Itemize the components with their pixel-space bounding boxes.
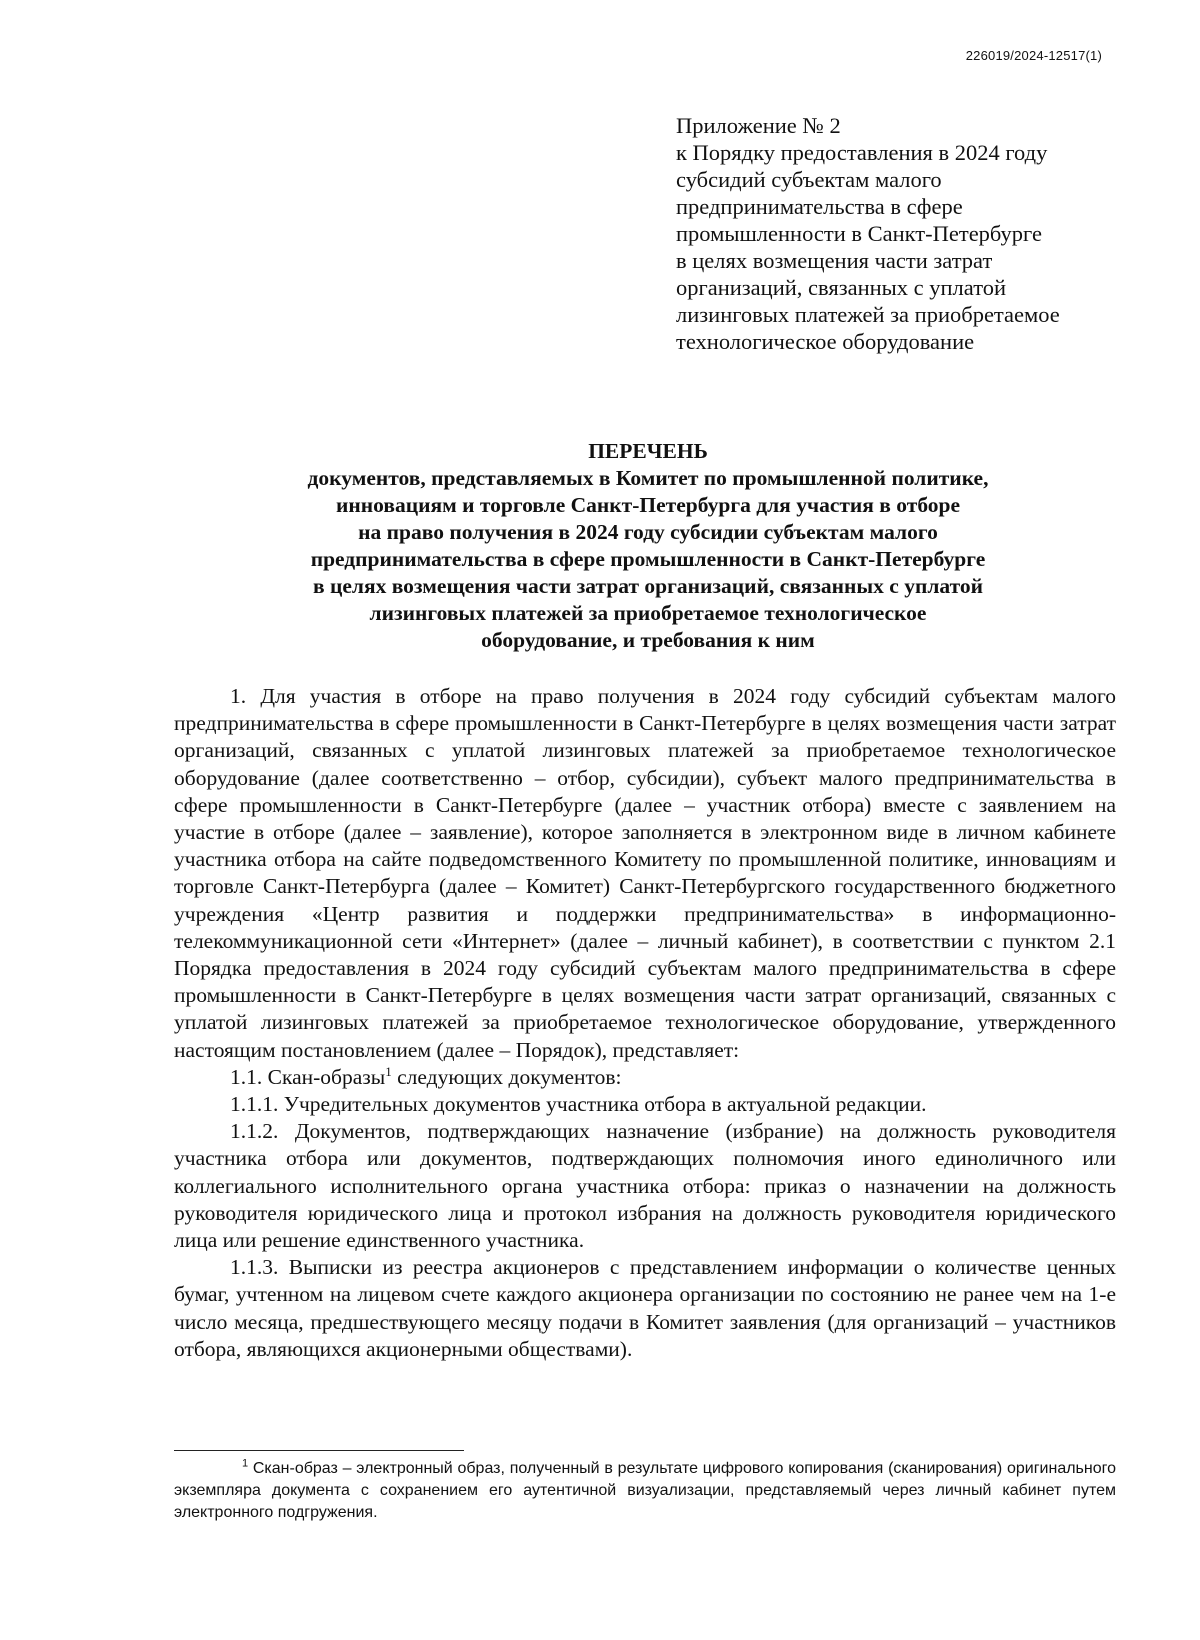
appendix-reference xyxy=(676,112,1106,355)
footnote-reference: 1 xyxy=(385,1063,392,1079)
appendix-line: субсидий субъектам малого xyxy=(676,167,942,192)
appendix-line: предпринимательства в сфере xyxy=(676,194,963,219)
document-number: 226019/2024-12517(1) xyxy=(965,48,1102,63)
appendix-line: лизинговых платежей за приобретаемое xyxy=(676,302,1060,327)
appendix-line: технологическое оборудование xyxy=(676,329,975,354)
title-line: в целях возмещения части затрат организаций, связанных с уплатой xyxy=(312,574,984,598)
paragraph-1: 1. Для участия в отборе на право получения в 2024 году субсидий субъектам малого предпринимательства в сфере промышленности в Санкт-Петербурге в целях возмещения части затрат организаций, связанных с уплатой лизинговых платежей за приобретаемое технологическое оборудование (далее соответственно – отбор, субсидии), субъект малого предпринимательства в сфере промышленности в Санкт-Петербурге (далее – участник отбора) вместе с заявлением на участие в отборе (далее – заявление), которое заполняется в электронном виде в личном кабинете участника отбора на сайте подведомственного Комитету по промышленной политике, инновациям и торговле Санкт-Петербурга (далее – Комитет) Санкт-Петербургского государственного бюджетного учреждения «Центр развития и поддержки предпринимательства» в информационно-телекоммуникационной сети «Интернет» (далее – личный кабинет), в соответствии с пунктом 2.1 Порядка предоставления в 2024 году субсидий субъектам малого предпринимательства в сфере промышленности в Санкт-Петербурге в целях возмещения части затрат организаций, связанных с уплатой лизинговых платежей за приобретаемое технологическое оборудование, утвержденного настоящим постановлением (далее – Порядок), представляет: xyxy=(174,684,1116,1062)
paragraph-1-1-1: 1.1.1. Учредительных документов участника отбора в актуальной редакции. xyxy=(230,1092,927,1117)
paragraph-1-1 xyxy=(174,1064,1116,1091)
title-line: документов, представляемых в Комитет по промышленной политике, xyxy=(307,466,989,490)
appendix-line: к Порядку предоставления в 2024 году xyxy=(676,140,1048,165)
title-line: лизинговых платежей за приобретаемое технологическое xyxy=(369,601,927,625)
title-line: оборудование, и требования к ним xyxy=(481,628,815,652)
title-line: предпринимательства в сфере промышленности в Санкт-Петербурге xyxy=(310,547,986,571)
document-body xyxy=(174,683,1116,1363)
document-title xyxy=(176,438,1120,654)
paragraph-1-1-3: 1.1.3. Выписки из реестра акционеров с представлением информации о количестве ценных бумаг, учтенном на лицевом счете каждого акционера организации по состоянию не ранее чем на 1-е число месяца, предшествующего месяцу подачи в Комитет заявления (для организаций – участников отбора, являющихся акционерными обществами). xyxy=(174,1255,1116,1361)
appendix-line: в целях возмещения части затрат xyxy=(676,248,993,273)
footnote-separator xyxy=(174,1450,464,1451)
paragraph-1-1-2: 1.1.2. Документов, подтверждающих назначение (избрание) на должность руководителя участника отбора или документов, подтверждающих полномочия иного единоличного или коллегиального исполнительного органа участника отбора: приказ о назначении на должность руководителя юридического лица и протокол избрания на должность руководителя юридического лица или решение единственного участника. xyxy=(174,1119,1116,1253)
footnote xyxy=(174,1458,1116,1524)
appendix-line: промышленности в Санкт-Петербурге xyxy=(676,221,1042,246)
paragraph-1-1-text: 1.1. Скан-образы xyxy=(230,1064,386,1089)
title-line: на право получения в 2024 году субсидии субъектам малого xyxy=(358,520,938,544)
appendix-line: организаций, связанных с уплатой xyxy=(676,275,1007,300)
appendix-line: Приложение № 2 xyxy=(676,113,841,138)
title-heading: ПЕРЕЧЕНЬ xyxy=(588,439,708,463)
paragraph-1-1-text-rest: следующих документов: xyxy=(391,1064,622,1089)
footnote-text: Скан-образ – электронный образ, полученный в результате цифрового копирования (сканирования) оригинального экземпляра документа с сохранением его аутентичной визуализации, представляемый через личный кабинет путем электронного подгружения. xyxy=(174,1460,1116,1521)
footnote-mark: 1 xyxy=(242,1457,249,1470)
title-line: инновациям и торговле Санкт-Петербурга для участия в отборе xyxy=(335,493,961,517)
